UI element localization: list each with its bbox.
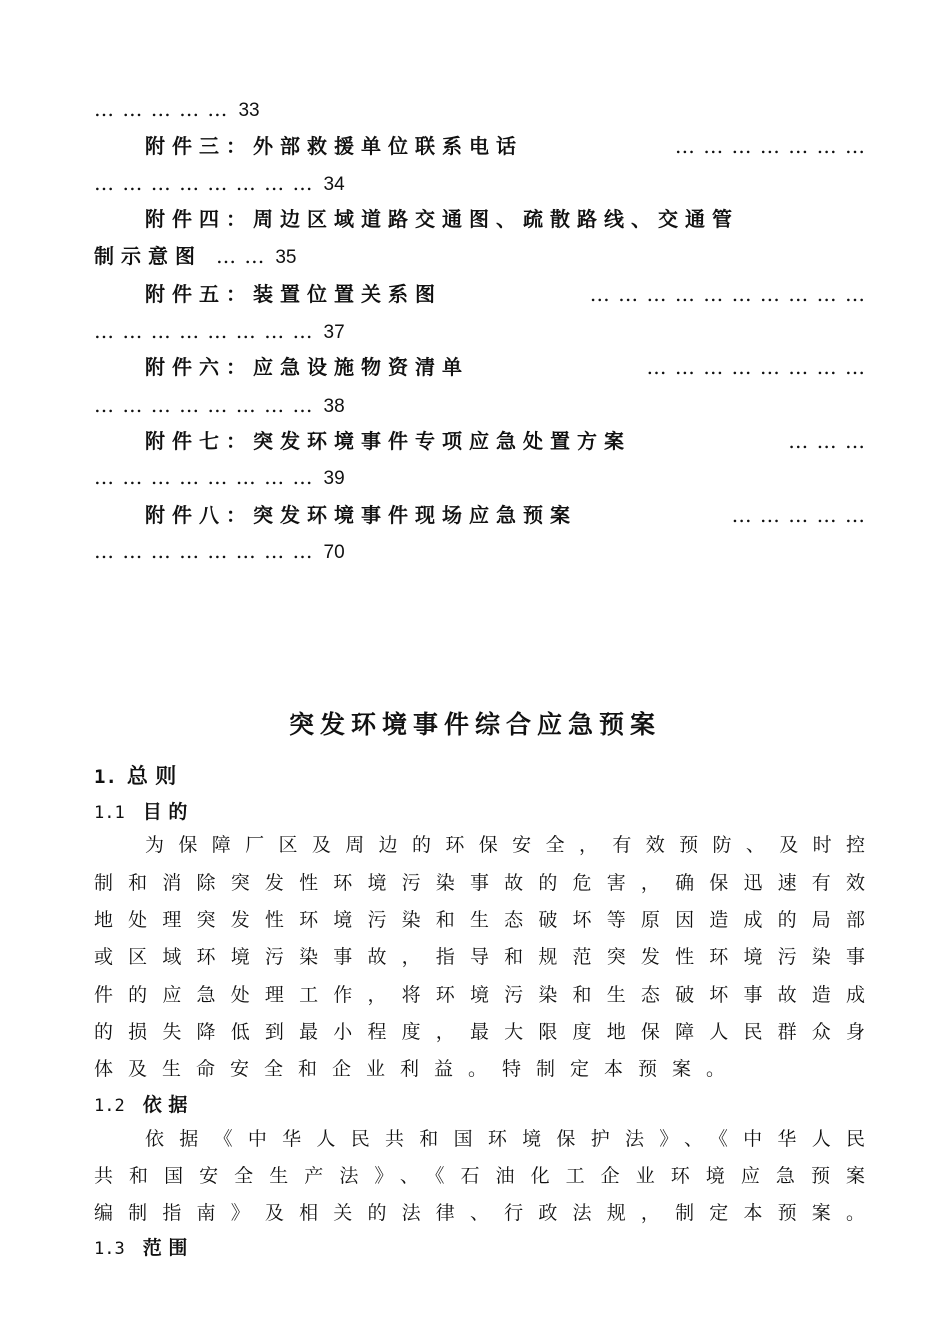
paragraph-line: 的损失降低到最小程度，最大限度地保障人民群众身 xyxy=(94,1021,866,1043)
toc-entry-appendix-7[interactable] xyxy=(145,426,866,456)
toc-leader-dots: … … … … … … … … xyxy=(94,465,314,489)
toc-leader-dots: … … … … … xyxy=(731,503,866,527)
toc-leader-dots: … … … … … … … … xyxy=(646,355,866,379)
toc-line-5 xyxy=(94,241,866,271)
toc-leader-dots: … … … … … … … … … … xyxy=(589,282,866,306)
toc-entry-appendix-4[interactable] xyxy=(145,204,866,234)
subsection-title: 依 据 xyxy=(142,1094,188,1116)
toc-page-number: 70 xyxy=(323,542,345,563)
toc-leader-dots: … … … xyxy=(788,429,866,453)
toc-line-9 xyxy=(94,390,866,420)
toc-page-number: 37 xyxy=(323,322,345,343)
toc-entry-label: 附件五：装置位置关系图 xyxy=(145,282,442,306)
toc-page-number: 33 xyxy=(238,100,260,121)
toc-line-7 xyxy=(94,316,866,346)
toc-page-number: 39 xyxy=(323,468,345,489)
toc-leader-dots: … … … … … … … … xyxy=(94,539,314,563)
toc-leader-dots: … … … … … … … xyxy=(674,134,866,158)
subsection-heading-1-3 xyxy=(94,1233,187,1263)
paragraph-line: 共和国安全生产法》、《石油化工企业环境应急预案 xyxy=(94,1165,866,1187)
toc-line-1 xyxy=(94,94,866,124)
paragraph-line: 为保障厂区及周边的环保安全，有效预防、及时控 xyxy=(145,834,866,856)
section-heading-1 xyxy=(94,761,176,791)
toc-page-number: 34 xyxy=(323,174,345,195)
subsection-title: 范 围 xyxy=(142,1237,188,1259)
paragraph-line: 件的应急处理工作，将环境污染和生态破坏事故造成 xyxy=(94,984,866,1006)
toc-entry-appendix-6[interactable] xyxy=(145,352,866,382)
subsection-heading-1-2 xyxy=(94,1090,187,1120)
paragraph-line: 体及生命安全和企业利益。特制定本预案。 xyxy=(94,1058,741,1080)
section-title: 总 则 xyxy=(126,763,177,788)
toc-line-13 xyxy=(94,536,866,566)
section-number: 1. xyxy=(94,766,117,788)
toc-page-number: 38 xyxy=(323,396,345,417)
toc-leader-dots: … … … … … xyxy=(94,97,229,121)
toc-entry-label-continued: 制示意图 xyxy=(94,244,202,268)
paragraph-line: 地处理突发性环境污染和生态破坏等原因造成的局部 xyxy=(94,909,866,931)
toc-entry-label: 附件八：突发环境事件现场应急预案 xyxy=(145,503,577,527)
toc-leader-dots: … … … … … … … … xyxy=(94,393,314,417)
toc-line-11 xyxy=(94,462,866,492)
toc-entry-label: 附件三：外部救援单位联系电话 xyxy=(145,134,523,158)
toc-entry-appendix-8[interactable] xyxy=(145,500,866,530)
toc-entry-appendix-3[interactable] xyxy=(145,131,866,161)
subsection-title: 目 的 xyxy=(142,801,188,823)
toc-page-number: 35 xyxy=(275,247,297,268)
paragraph-line: 或区域环境污染事故，指导和规范突发性环境污染事 xyxy=(94,946,866,968)
toc-entry-label: 附件四：周边区域道路交通图、疏散路线、交通管 xyxy=(145,207,739,231)
toc-entry-appendix-5[interactable] xyxy=(145,279,866,309)
subsection-number: 1.1 xyxy=(94,803,125,823)
paragraph-line: 依据《中华人民共和国环境保护法》、《中华人民 xyxy=(145,1128,866,1150)
toc-entry-label: 附件六：应急设施物资清单 xyxy=(145,355,469,379)
subsection-number: 1.3 xyxy=(94,1239,125,1259)
document-title: 突发环境事件综合应急预案 xyxy=(288,710,661,739)
toc-leader-dots: … … xyxy=(215,244,266,268)
subsection-heading-1-1 xyxy=(94,797,187,827)
toc-entry-label: 附件七：突发环境事件专项应急处置方案 xyxy=(145,429,631,453)
toc-leader-dots: … … … … … … … … xyxy=(94,319,314,343)
paragraph-line: 制和消除突发性环境污染事故的危害，确保迅速有效 xyxy=(94,872,866,894)
toc-leader-dots: … … … … … … … … xyxy=(94,171,314,195)
toc-line-3 xyxy=(94,168,866,198)
subsection-number: 1.2 xyxy=(94,1096,125,1116)
paragraph-line: 编制指南》及相关的法律、行政法规，制定本预案。 xyxy=(94,1202,866,1224)
